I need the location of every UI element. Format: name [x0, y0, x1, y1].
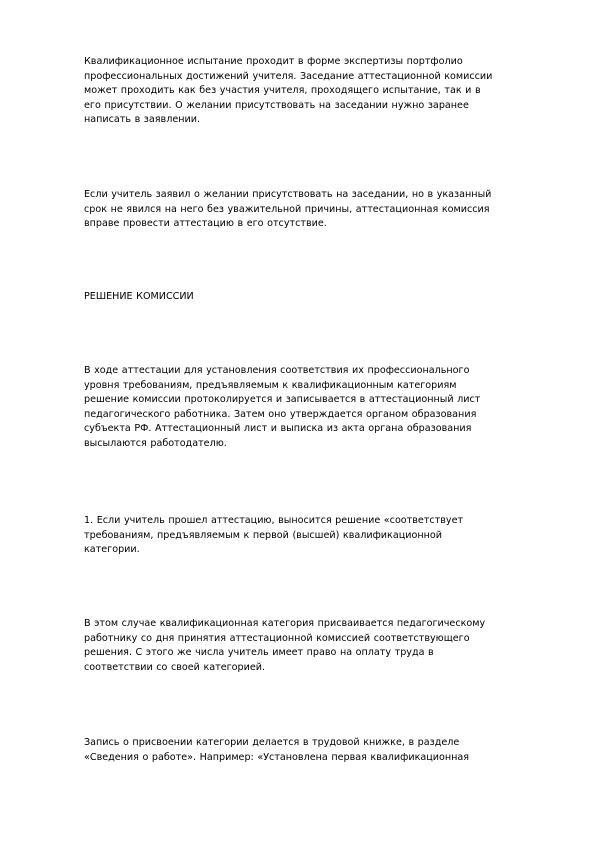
- text-line: может проходить как без участия учителя, проходящего испытание, так и в: [84, 85, 481, 96]
- text-line: профессиональных достижений учителя. Заседание аттестационной комиссии: [84, 70, 493, 82]
- paragraph-passed-attestation: [84, 514, 524, 558]
- paragraph-category-assignment: [84, 617, 524, 675]
- text-line: Если учитель заявил о желании присутствовать на заседании, но в указанный: [84, 189, 492, 200]
- text-line: срок не явился на него без уважительной причины, аттестационная комиссия: [84, 203, 490, 215]
- text-line: решения. С этого же числа учитель имеет право на оплату труда в: [84, 647, 434, 658]
- text-line: Квалификационное испытание проходит в форме экспертизы портфолио: [84, 56, 463, 67]
- section-heading: [84, 290, 524, 305]
- paragraph-employment-record: [84, 736, 524, 765]
- text-line: субъекта РФ. Аттестационный лист и выписка из акта органа образования: [84, 423, 472, 434]
- text-line: решение комиссии протоколируется и записывается в аттестационный лист: [84, 394, 481, 405]
- text-line: В этом случае квалификационная категория присваивается педагогическому: [84, 618, 486, 629]
- text-line: написать в заявлении.: [84, 114, 201, 125]
- text-line: 1. Если учитель прошел аттестацию, выносится решение «соответствует: [84, 515, 464, 526]
- text-line: Запись о присвоении категории делается в трудовой книжке, в разделе: [84, 737, 460, 748]
- paragraph-absence: [84, 188, 524, 232]
- text-line: работнику со дня принятия аттестационной комиссией соответствующего: [84, 632, 470, 644]
- text-line: «Сведения о работе». Например: «Установлена первая квалификационная: [84, 751, 470, 763]
- text-line: педагогического работника. Затем оно утверждается органом образования: [84, 408, 477, 420]
- text-line: высылаются работодателю.: [84, 437, 227, 449]
- text-line: его присутствии. О желании присутствовать на заседании нужно заранее: [84, 99, 469, 111]
- text-line: уровня требованиям, предъявляемым к квалификационным категориям: [84, 379, 457, 391]
- paragraph-commission-decision: [84, 364, 524, 451]
- text-line: вправе провести аттестацию в его отсутствие.: [84, 218, 327, 229]
- heading-text: РЕШЕНИЕ КОМИССИИ: [84, 291, 194, 302]
- text-line: требованиям, предъявляемым к первой (высшей) квалификационной: [84, 529, 442, 541]
- paragraph-qualification-test: [84, 55, 524, 128]
- text-line: категории.: [84, 544, 140, 555]
- text-line: В ходе аттестации для установления соответствия их профессионального: [84, 365, 470, 376]
- text-line: соответствии со своей категорией.: [84, 661, 266, 673]
